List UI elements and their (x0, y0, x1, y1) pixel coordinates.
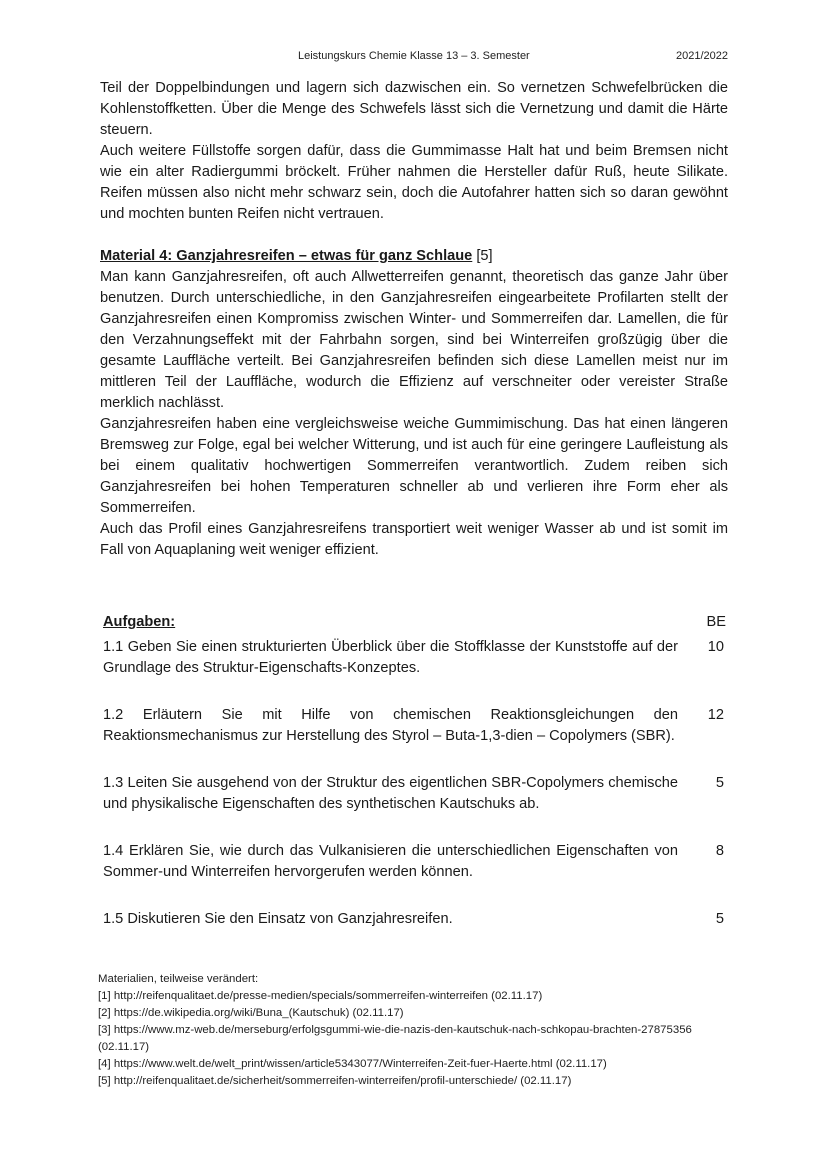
paragraph-1: Teil der Doppelbindungen und lagern sich dazwischen ein. So vernetzen Schwefelbrücken die Kohlenstoffketten. Über die Menge des Schwefels lässt sich die Vernetzung und damit die Härte steuern. (100, 80, 728, 138)
reference-item: [4] https://www.welt.de/welt_print/wissen/article5343077/Winterreifen-Zeit-fuer-Haerte.html (02.11.17) (98, 1058, 607, 1070)
material-reference: [5] (476, 248, 493, 264)
references (98, 971, 728, 1090)
task-text: 1.5 Diskutieren Sie den Einsatz von Ganzjahresreifen. (103, 911, 453, 927)
task-1-4 (103, 841, 728, 883)
be-label: BE (706, 614, 726, 630)
tasks-section (103, 612, 728, 930)
page-header (100, 50, 728, 66)
task-1-5 (103, 909, 728, 930)
task-1-3 (103, 773, 728, 815)
reference-item: [2] https://de.wikipedia.org/wiki/Buna_(Kautschuk) (02.11.17) (98, 1007, 404, 1019)
paragraph-4: Ganzjahresreifen haben eine vergleichsweise weiche Gummimischung. Das hat einen längeren Bremsweg zur Folge, egal bei welcher Witterung, und ist auch für eine geringere Laufleistung als bei einem qualitativ hochwertigen Sommerreifen verantwortlich. Zudem reiben sich Ganzjahresreifen bei hohen Temperaturen schneller ab und verlieren ihre Form eher als Sommerreifen. (100, 416, 728, 516)
task-text: 1.1 Geben Sie einen strukturierten Überblick über die Stoffklasse der Kunststoffe auf der Grundlage des Struktur-Eigenschafts-Konzeptes. (103, 639, 678, 676)
task-text: 1.3 Leiten Sie ausgehend von der Struktur des eigentlichen SBR-Copolymers chemische und physikalische Eigenschaften des synthetischen Kautschuks ab. (103, 775, 678, 812)
task-text: 1.4 Erklären Sie, wie durch das Vulkanisieren die unterschiedlichen Eigenschaften von Sommer-und Winterreifen hervorgerufen werden können. (103, 843, 678, 880)
paragraph-2: Auch weitere Füllstoffe sorgen dafür, dass die Gummimasse Halt hat und beim Bremsen nicht wie ein alter Radiergummi bröckelt. Früher nahmen die Hersteller dafür Ruß, heute Silikate. Reifen müssen also nicht mehr schwarz sein, doch die Autofahrer hatten sich so daran gewöhnt und mochten bunten Reifen nicht vertrauen. (100, 143, 728, 222)
tasks-heading: Aufgaben: (103, 614, 176, 630)
task-points: 5 (715, 775, 724, 791)
task-points: 10 (707, 639, 724, 655)
paragraph-3: Man kann Ganzjahresreifen, oft auch Allwetterreifen genannt, theoretisch das ganze Jahr über benutzen. Durch unterschiedliche, in den Ganzjahresreifen eingearbeitete Profilarten stellt der Ganzjahresreifen einen Kompromiss zwischen Winter- und Sommerreifen dar. Lamellen, die für den Verzahnungseffekt mit der Fahrbahn sorgen, sind bei Winterreifen großzügig über die gesamte Lauffläche verteilt. Bei Ganzjahresreifen befinden sich diese Lamellen meist nur im mittleren Teil der Lauffläche, wodurch die Effizienz auf verschneiter oder vereister Straße merklich nachlässt. (100, 269, 728, 411)
task-1-2 (103, 705, 728, 747)
reference-item: [3] https://www.mz-web.de/merseburg/erfolgsgummi-wie-die-nazis-den-kautschuk-nach-schkopau-brachten-27875356 (02.11.17) (98, 1024, 692, 1053)
task-points: 8 (715, 843, 724, 859)
school-year: 2021/2022 (676, 50, 728, 62)
course-title: Leistungskurs Chemie Klasse 13 – 3. Semester (298, 50, 530, 62)
body-text (100, 78, 728, 561)
reference-item: [1] http://reifenqualitaet.de/presse-medien/specials/sommerreifen-winterreifen (02.11.17) (98, 990, 543, 1002)
reference-item: [5] http://reifenqualitaet.de/sicherheit/sommerreifen-winterreifen/profil-unterschiede/ (02.11.17) (98, 1075, 572, 1087)
task-1-1 (103, 637, 728, 679)
references-intro: Materialien, teilweise verändert: (98, 973, 259, 985)
task-points: 12 (707, 707, 724, 723)
material-heading (100, 246, 728, 267)
paragraph-5: Auch das Profil eines Ganzjahresreifens transportiert weit weniger Wasser ab und ist somit im Fall von Aquaplaning weit weniger effizient. (100, 521, 728, 558)
task-text: 1.2 Erläutern Sie mit Hilfe von chemischen Reaktionsgleichungen den Reaktionsmechanismus zur Herstellung des Styrol – Buta-1,3-dien – Copolymers (SBR). (103, 707, 678, 744)
material-title: Material 4: Ganzjahresreifen – etwas für ganz Schlaue (100, 248, 473, 264)
tasks-header (103, 612, 728, 633)
task-points: 5 (715, 911, 724, 927)
